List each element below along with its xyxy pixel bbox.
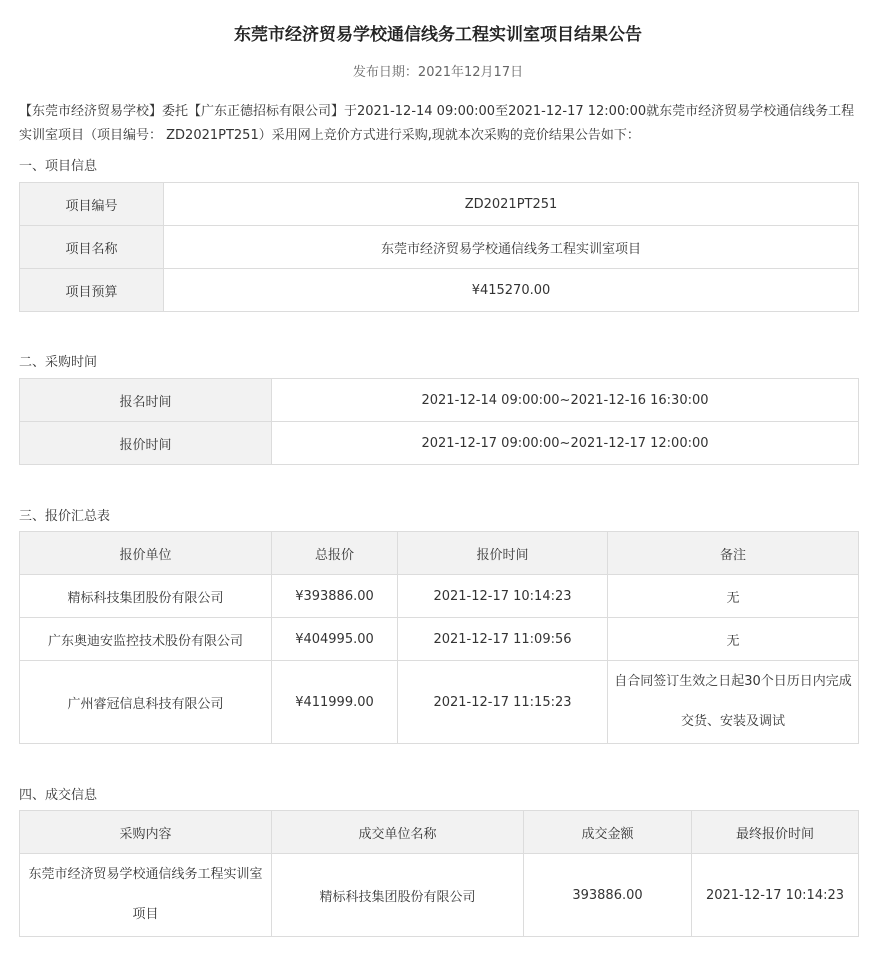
intro-paragraph: 【东莞市经济贸易学校】委托【广东正德招标有限公司】于2021-12-14 09:00:00至2021-12-17 12:00:00就东莞市经济贸易学校通信线务工程实训室项目（项目编号： ZD2021PT251）采用网上竞价方式进行采购,现就本次采购的竞价结果公告如下： xyxy=(19,104,855,143)
column-header-note: 备注 xyxy=(608,532,859,575)
project-number-value: ZD2021PT251 xyxy=(164,183,859,226)
deal-unit: 精标科技集团股份有限公司 xyxy=(272,854,524,937)
project-name-value: 东莞市经济贸易学校通信线务工程实训室项目 xyxy=(164,226,859,269)
section-heading-project-info: 一、项目信息 xyxy=(19,159,98,174)
column-header-deal-unit: 成交单位名称 xyxy=(272,811,524,854)
publish-date-value: 2021年12月17日 xyxy=(417,65,524,80)
project-budget-label: 项目预算 xyxy=(20,269,164,312)
quote-total: ¥404995.00 xyxy=(272,618,398,661)
quote-time: 2021-12-17 10:14:23 xyxy=(398,575,608,618)
table-row xyxy=(20,226,859,269)
column-header-final-time: 最终报价时间 xyxy=(692,811,859,854)
quote-unit: 广州睿冠信息科技有限公司 xyxy=(20,661,272,744)
quote-time: 2021-12-17 11:09:56 xyxy=(398,618,608,661)
table-row xyxy=(20,379,859,422)
publish-date xyxy=(0,61,876,80)
quote-unit: 精标科技集团股份有限公司 xyxy=(20,575,272,618)
table-row xyxy=(20,661,859,744)
purchase-time-table xyxy=(19,378,859,465)
table-header-row xyxy=(20,811,859,854)
table-row xyxy=(20,422,859,465)
quote-time-value: 2021-12-17 09:00:00~2021-12-17 12:00:00 xyxy=(272,422,859,465)
column-header-content: 采购内容 xyxy=(20,811,272,854)
quote-time-label: 报价时间 xyxy=(20,422,272,465)
quote-total: ¥411999.00 xyxy=(272,661,398,744)
signup-time-value: 2021-12-14 09:00:00~2021-12-16 16:30:00 xyxy=(272,379,859,422)
project-info-table xyxy=(19,182,859,312)
deal-content: 东莞市经济贸易学校通信线务工程实训室项目 xyxy=(20,854,272,937)
project-budget-value: ¥415270.00 xyxy=(164,269,859,312)
publish-date-label: 发布日期： xyxy=(352,65,418,80)
quote-summary-table xyxy=(19,531,859,744)
quote-total: ¥393886.00 xyxy=(272,575,398,618)
page-title: 东莞市经济贸易学校通信线务工程实训室项目结果公告 xyxy=(234,25,642,45)
project-number-label: 项目编号 xyxy=(20,183,164,226)
table-row xyxy=(20,269,859,312)
table-row xyxy=(20,618,859,661)
column-header-unit: 报价单位 xyxy=(20,532,272,575)
table-row xyxy=(20,183,859,226)
table-row xyxy=(20,854,859,937)
section-heading-quote-summary: 三、报价汇总表 xyxy=(19,509,111,524)
table-header-row xyxy=(20,532,859,575)
section-heading-deal-info: 四、成交信息 xyxy=(19,788,98,803)
column-header-amount: 成交金额 xyxy=(524,811,692,854)
quote-note: 无 xyxy=(608,618,859,661)
table-row xyxy=(20,575,859,618)
deal-amount: 393886.00 xyxy=(524,854,692,937)
section-heading-purchase-time: 二、采购时间 xyxy=(19,355,98,370)
deal-final-time: 2021-12-17 10:14:23 xyxy=(692,854,859,937)
deal-info-table xyxy=(19,810,859,937)
column-header-time: 报价时间 xyxy=(398,532,608,575)
quote-time: 2021-12-17 11:15:23 xyxy=(398,661,608,744)
quote-note: 无 xyxy=(608,575,859,618)
quote-note: 自合同签订生效之日起30个日历日内完成交货、安装及调试 xyxy=(608,661,859,744)
signup-time-label: 报名时间 xyxy=(20,379,272,422)
column-header-total: 总报价 xyxy=(272,532,398,575)
project-name-label: 项目名称 xyxy=(20,226,164,269)
quote-unit: 广东奥迪安监控技术股份有限公司 xyxy=(20,618,272,661)
